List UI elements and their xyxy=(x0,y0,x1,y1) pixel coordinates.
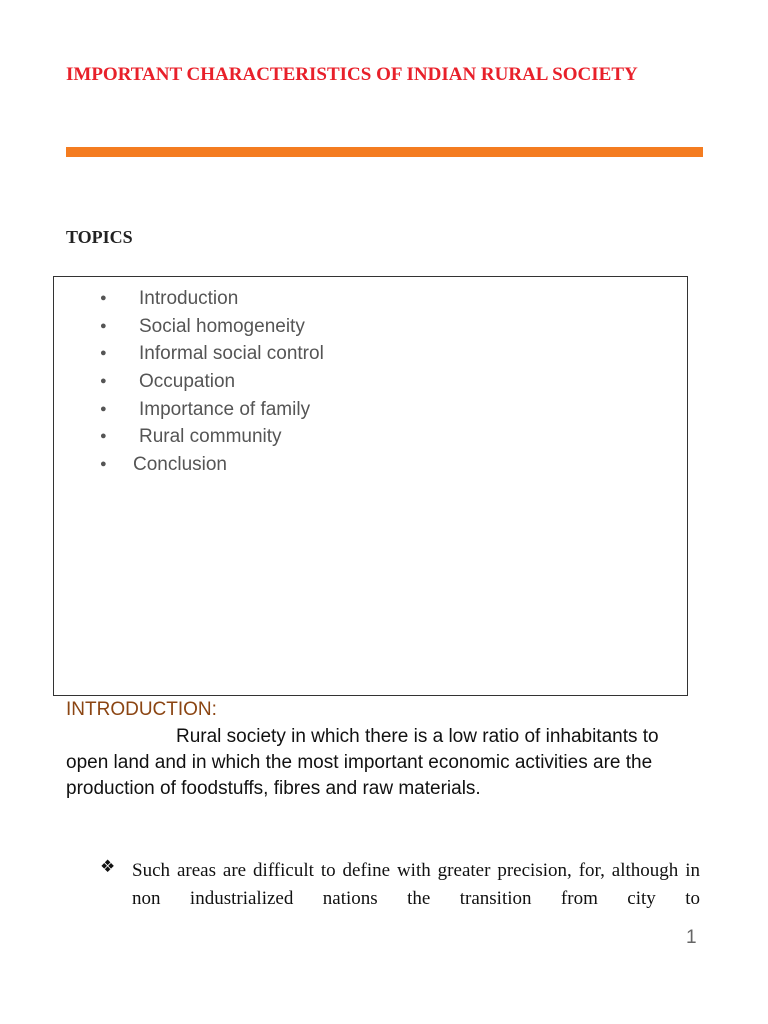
topic-label: Conclusion xyxy=(133,454,227,476)
bullet-icon: ● xyxy=(100,375,107,388)
topic-label: Importance of family xyxy=(139,398,311,420)
bullet-icon: ● xyxy=(100,292,107,304)
topics-heading: TOPICS xyxy=(66,227,133,247)
topic-label: Rural community xyxy=(139,426,282,448)
topic-label: Informal social control xyxy=(139,343,324,365)
bullet-icon: ● xyxy=(100,402,107,415)
topic-label: Introduction xyxy=(139,288,239,309)
topic-label: Social homogeneity xyxy=(139,315,305,337)
bullet-icon: ● xyxy=(100,458,107,471)
introduction-paragraph: Rural society in which there is a low ratio of inhabitants to open land and in which the most important economic activities are the production of foodstuffs, fibres and raw materials. xyxy=(66,726,659,799)
topic-label: Occupation xyxy=(139,371,236,393)
page-number: 1 xyxy=(686,927,697,948)
bullet-paragraph-text: Such areas are difficult to define with greater precision, for, although in non industrialized nations the transition from city to xyxy=(132,860,700,909)
bullet-icon: ● xyxy=(100,430,107,443)
document-title: IMPORTANT CHARACTERISTICS OF INDIAN RURAL SOCIETY xyxy=(66,64,638,85)
orange-divider xyxy=(66,147,703,157)
topics-box xyxy=(53,276,688,696)
introduction-heading: INTRODUCTION: xyxy=(66,699,217,720)
bullet-icon: ● xyxy=(100,319,107,332)
bullet-icon: ● xyxy=(100,347,107,360)
diamond-bullet-icon: ❖ xyxy=(100,857,116,876)
